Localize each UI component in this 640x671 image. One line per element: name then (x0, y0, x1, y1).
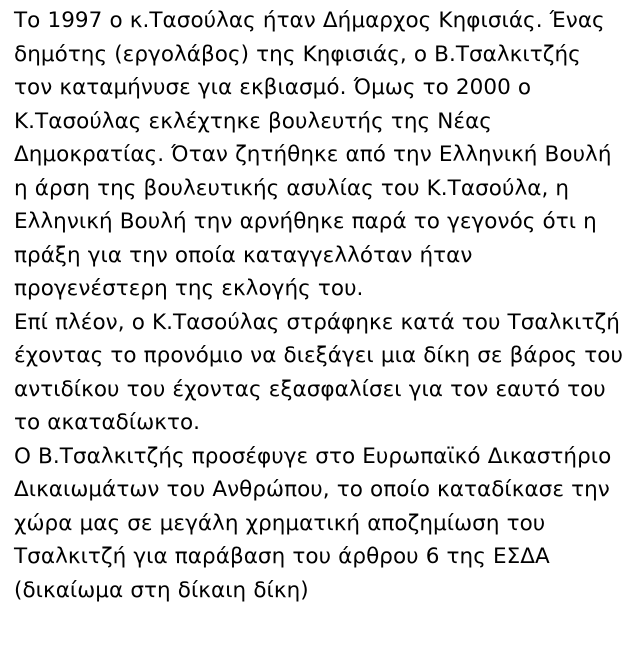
paragraph-1: Το 1997 ο κ.Τασούλας ήταν Δήμαρχος Κηφισιάς. Ένας δημότης (εργολάβος) της Κηφισιάς, ο Β.Τσαλκιτζής τον καταμήνυσε για εκβιασμό. Όμως το 2000 ο Κ.Τασούλας εκλέχτηκε βουλευτής της Νέας Δημοκρατίας. Όταν ζητήθηκε από την Ελληνική Βουλή η άρση της βουλευτικής ασυλίας του Κ.Τασούλα, η Ελληνική Βουλή την αρνήθηκε παρά το γεγονός ότι η πράξη για την οποία καταγγελλόταν ήταν προγενέστερη της εκλογής του. (14, 8, 619, 301)
paragraph-2: Επί πλέον, ο Κ.Τασούλας στράφηκε κατά του Τσαλκιτζή έχοντας το προνόμιο να διεξάγει μια δίκη σε βάρος του αντιδίκου του έχοντας εξασφαλίσει για τον εαυτό του το ακαταδίωκτο. (14, 309, 631, 435)
document-text-body (14, 4, 631, 607)
paragraph-3: Ο Β.Τσαλκιτζής προσέφυγε στο Ευρωπαϊκό Δικαστήριο Δικαιωμάτων του Ανθρώπου, το οποίο καταδίκασε την χώρα μας σε μεγάλη χρηματική αποζημίωση του Τσαλκιτζή για παράβαση του άρθρου 6 της ΕΣΔΑ (δικαίωμα στη δίκαιη δίκη) (14, 443, 619, 603)
